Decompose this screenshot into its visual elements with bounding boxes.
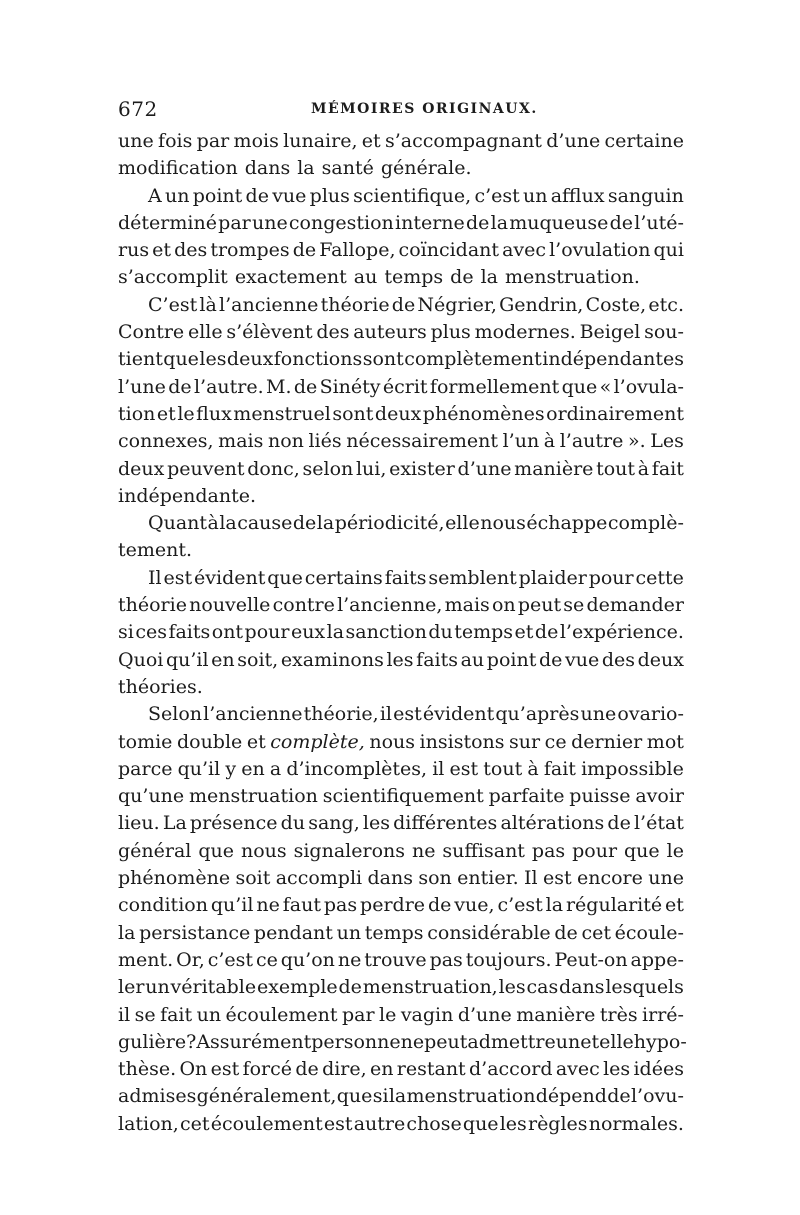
text-line: déterminé par une congestion interne de la muqueuse de l’uté- xyxy=(118,211,684,234)
body-text xyxy=(118,128,687,1138)
text-line: une fois par mois lunaire, et s’accompagnant d’une certaine xyxy=(118,130,684,152)
text-line: A un point de vue plus scientifique, c’est un afflux sanguin xyxy=(148,184,684,207)
text-line: s’accomplit exactement au temps de la menstruation. xyxy=(118,266,640,289)
text-line: lation, cet écoulement est autre chose que les règles normales. xyxy=(118,1112,684,1135)
running-title: MÉMOIRES ORIGINAUX. xyxy=(311,101,538,117)
text-line: tement. xyxy=(118,539,193,562)
text-line: condition qu’il ne faut pas perdre de vue, c’est la régularité et xyxy=(118,894,684,917)
text-line: lieu. La présence du sang, les différentes altérations de l’état xyxy=(118,812,684,835)
page-header xyxy=(118,97,684,123)
text-line: connexes, mais non liés nécessairement l’un à l’autre ». Les xyxy=(118,430,684,453)
text-line: général que nous signalerons ne suffisant pas pour que le xyxy=(118,839,684,862)
text-line: théories. xyxy=(118,675,203,698)
text-line: qu’une menstruation scientifiquement parfaite puisse avoir xyxy=(118,785,684,808)
text-line: gulière? Assurément personne ne peut admettre une telle hypo- xyxy=(118,1030,687,1053)
text-line: ler un véritable exemple de menstruation, les cas dans lesquels xyxy=(118,976,684,999)
text-line: phénomène soit accompli dans son entier. Il est encore une xyxy=(118,867,684,890)
text-line: théorie nouvelle contre l’ancienne, mais on peut se demander xyxy=(118,594,684,617)
text-line: indépendante. xyxy=(118,484,257,507)
text-line: modification dans la santé générale. xyxy=(118,157,472,180)
text-line: Quant à la cause de la périodicité, elle nous échappe complè- xyxy=(148,512,684,535)
text-line: Quoi qu’il en soit, examinons les faits au point de vue des deux xyxy=(118,648,684,671)
text-line: admises généralement, que si la menstruation dépend de l’ovu- xyxy=(118,1085,684,1108)
text-line: si ces faits ont pour eux la sanction du temps et de l’expérience. xyxy=(118,621,684,644)
text-line: tient que les deux fonctions sont complètement indépendantes xyxy=(118,348,684,371)
text-line: Contre elle s’élèvent des auteurs plus modernes. Beigel sou- xyxy=(118,321,684,344)
text-line: thèse. On est forcé de dire, en restant d’accord avec les idées xyxy=(118,1058,684,1081)
page-number: 672 xyxy=(118,97,158,121)
text-line: rus et des trompes de Fallope, coïncidant avec l’ovulation qui xyxy=(118,239,684,262)
text-line: la persistance pendant un temps considérable de cet écoule- xyxy=(118,921,684,944)
text-line: parce qu’il y en a d’incomplètes, il est tout à fait impossible xyxy=(118,757,684,780)
text-line: tomie double et complète, nous insistons sur ce dernier mot xyxy=(118,730,684,753)
text-line: Selon l’ancienne théorie, il est évident qu’après une ovario- xyxy=(148,703,684,726)
text-line: ment. Or, c’est ce qu’on ne trouve pas toujours. Peut-on appe- xyxy=(118,948,684,971)
text-line: il se fait un écoulement par le vagin d’une manière très irré- xyxy=(118,1003,684,1026)
text-line: Il est évident que certains faits semblent plaider pour cette xyxy=(148,566,684,589)
text-line: C’est là l’ancienne théorie de Négrier, Gendrin, Coste, etc. xyxy=(148,293,684,316)
text-line: deux peuvent donc, selon lui, exister d’une manière tout à fait xyxy=(118,457,684,480)
text-line: tion et le flux menstruel sont deux phénomènes ordinairement xyxy=(118,402,684,425)
text-line: l’une de l’autre. M. de Sinéty écrit formellement que « l’ovula- xyxy=(118,375,684,398)
